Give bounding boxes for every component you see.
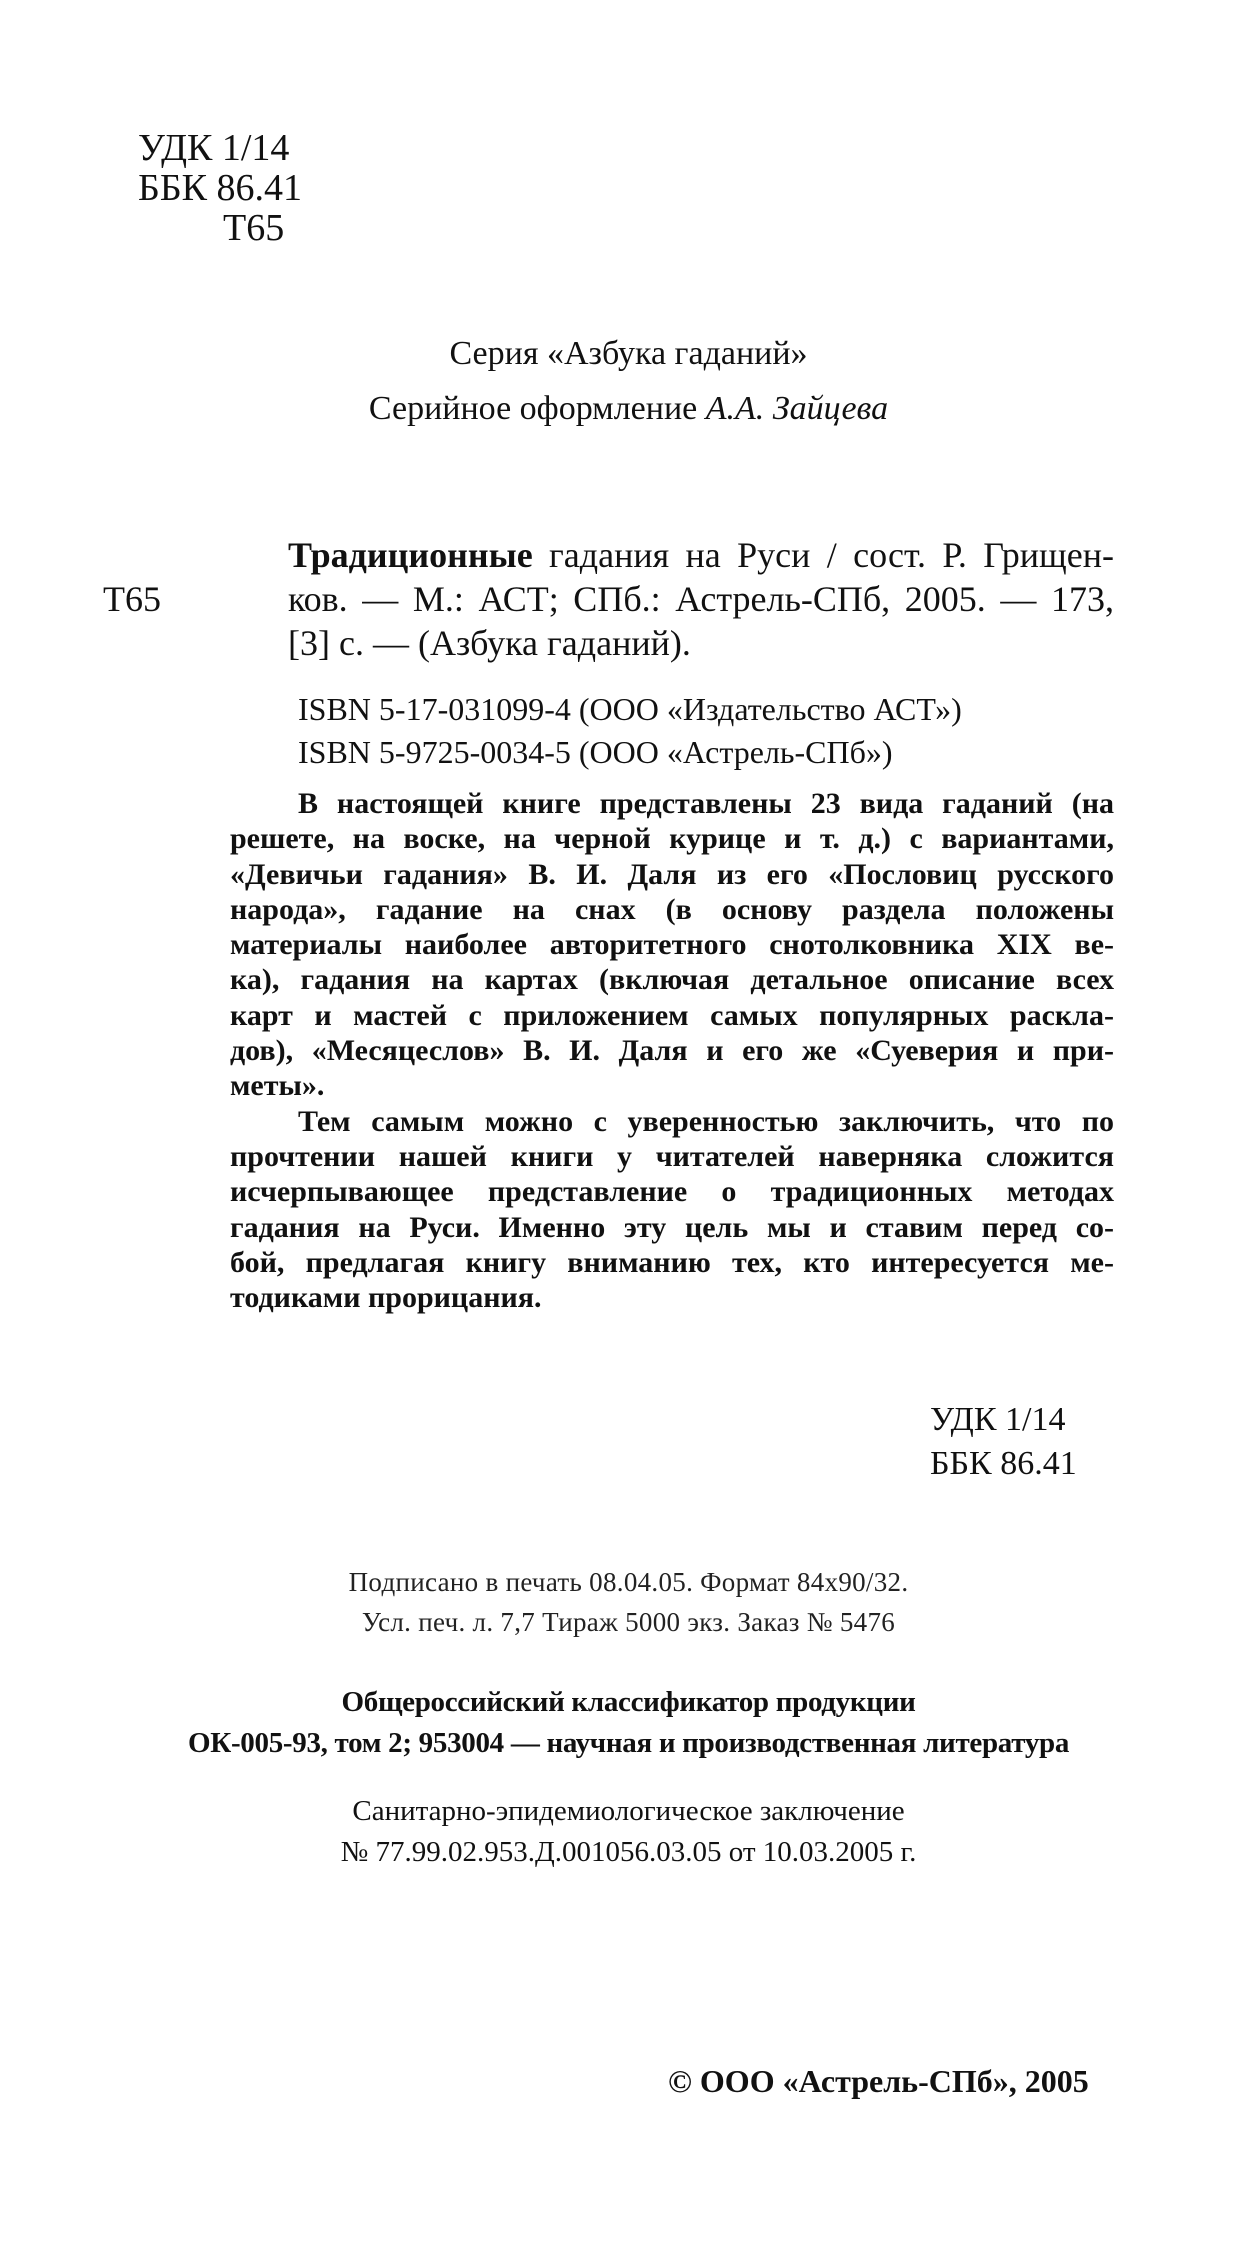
sanitary-conclusion-title: Санитарно-эпидемиологическое заключение [352, 1795, 905, 1827]
udk-code-bottom: УДК 1/14 [930, 1401, 1066, 1438]
annotation-line: исчерпывающее представление о традиционных методах [230, 1175, 1114, 1209]
udk-footer-block [930, 1398, 1077, 1486]
annotation-line: тодиками прорицания. [230, 1281, 542, 1315]
bibliographic-line-3: [3] с. — (Азбука гаданий). [288, 623, 691, 663]
series-design-credit [0, 390, 1257, 428]
annotation-line: Тем самым можно с уверенностью заключить, что по [298, 1104, 1114, 1138]
annotation-line: народа», гадание на снах (в основу раздела положены [230, 892, 1114, 926]
annotation-line: бой, предлагая книгу вниманию тех, кто интересуется ме- [230, 1245, 1114, 1279]
annotation-line: ка), гадания на картах (включая детальное описание всех [230, 963, 1114, 997]
sanitary-conclusion-number: № 77.99.02.953.Д.001056.03.05 от 10.03.2005 г. [340, 1836, 917, 1868]
bibliographic-description [288, 533, 1114, 665]
okp-code: ОК-005-93, том 2; 953004 — научная и производственная литература [187, 1727, 1070, 1759]
bbk-code: ББК 86.41 [138, 167, 302, 209]
series-design-label: Серийное оформление [368, 390, 706, 427]
annotation-line: карт и мастей с приложением самых популярных раскла- [230, 998, 1114, 1032]
bbk-code-bottom: ББК 86.41 [930, 1445, 1077, 1482]
annotation-line: меты». [230, 1069, 325, 1103]
copyright-notice: © ООО «Астрель-СПб», 2005 [668, 2063, 1089, 2099]
annotation-line: дов), «Месяцеслов» В. И. Даля и его же «Суеверия и при- [230, 1034, 1114, 1068]
bibliographic-cutter: Т65 [103, 579, 161, 619]
udk-header-block [138, 128, 302, 248]
isbn-astrel: ISBN 5-9725-0034-5 (ООО «Астрель-СПб») [298, 734, 893, 770]
isbn-ast: ISBN 5-17-031099-4 (ООО «Издательство АСТ») [298, 691, 962, 727]
author-cutter-code: Т65 [223, 207, 285, 249]
okp-title: Общероссийский классификатор продукции [341, 1686, 916, 1718]
annotation-line: прочтении нашей книги у читателей наверняка сложится [230, 1139, 1114, 1173]
series-title: Серия «Азбука гаданий» [449, 335, 808, 372]
printing-signed-format: Подписано в печать 08.04.05. Формат 84х90/32. [348, 1567, 909, 1597]
annotation [230, 786, 1114, 1315]
udk-code: УДК 1/14 [138, 127, 290, 169]
bibliographic-line-1-rest: гадания на Руси / сост. Р. Грищен- [532, 535, 1114, 575]
book-title-bold: Традиционные [288, 535, 533, 575]
bibliographic-line-2: ков. — М.: АСТ; СПб.: Астрель-СПб, 2005. — 173, [288, 579, 1114, 619]
annotation-line: решете, на воске, на черной курице и т. д.) с вариантами, [230, 822, 1114, 856]
annotation-line: материалы наиболее авторитетного снотолковника XIX ве- [230, 928, 1114, 962]
bibliographic-line-1 [288, 533, 1114, 577]
printing-run-order: Усл. печ. л. 7,7 Тираж 5000 экз. Заказ № 5476 [361, 1607, 896, 1637]
series-design-author: А.А. Зайцева [705, 390, 889, 427]
annotation-line: В настоящей книге представлены 23 вида гаданий (на [298, 787, 1114, 820]
annotation-line: «Девичьи гадания» В. И. Даля из его «Пословиц русского [230, 857, 1114, 891]
annotation-line: гадания на Руси. Именно эту цель мы и ставим перед со- [230, 1210, 1114, 1244]
